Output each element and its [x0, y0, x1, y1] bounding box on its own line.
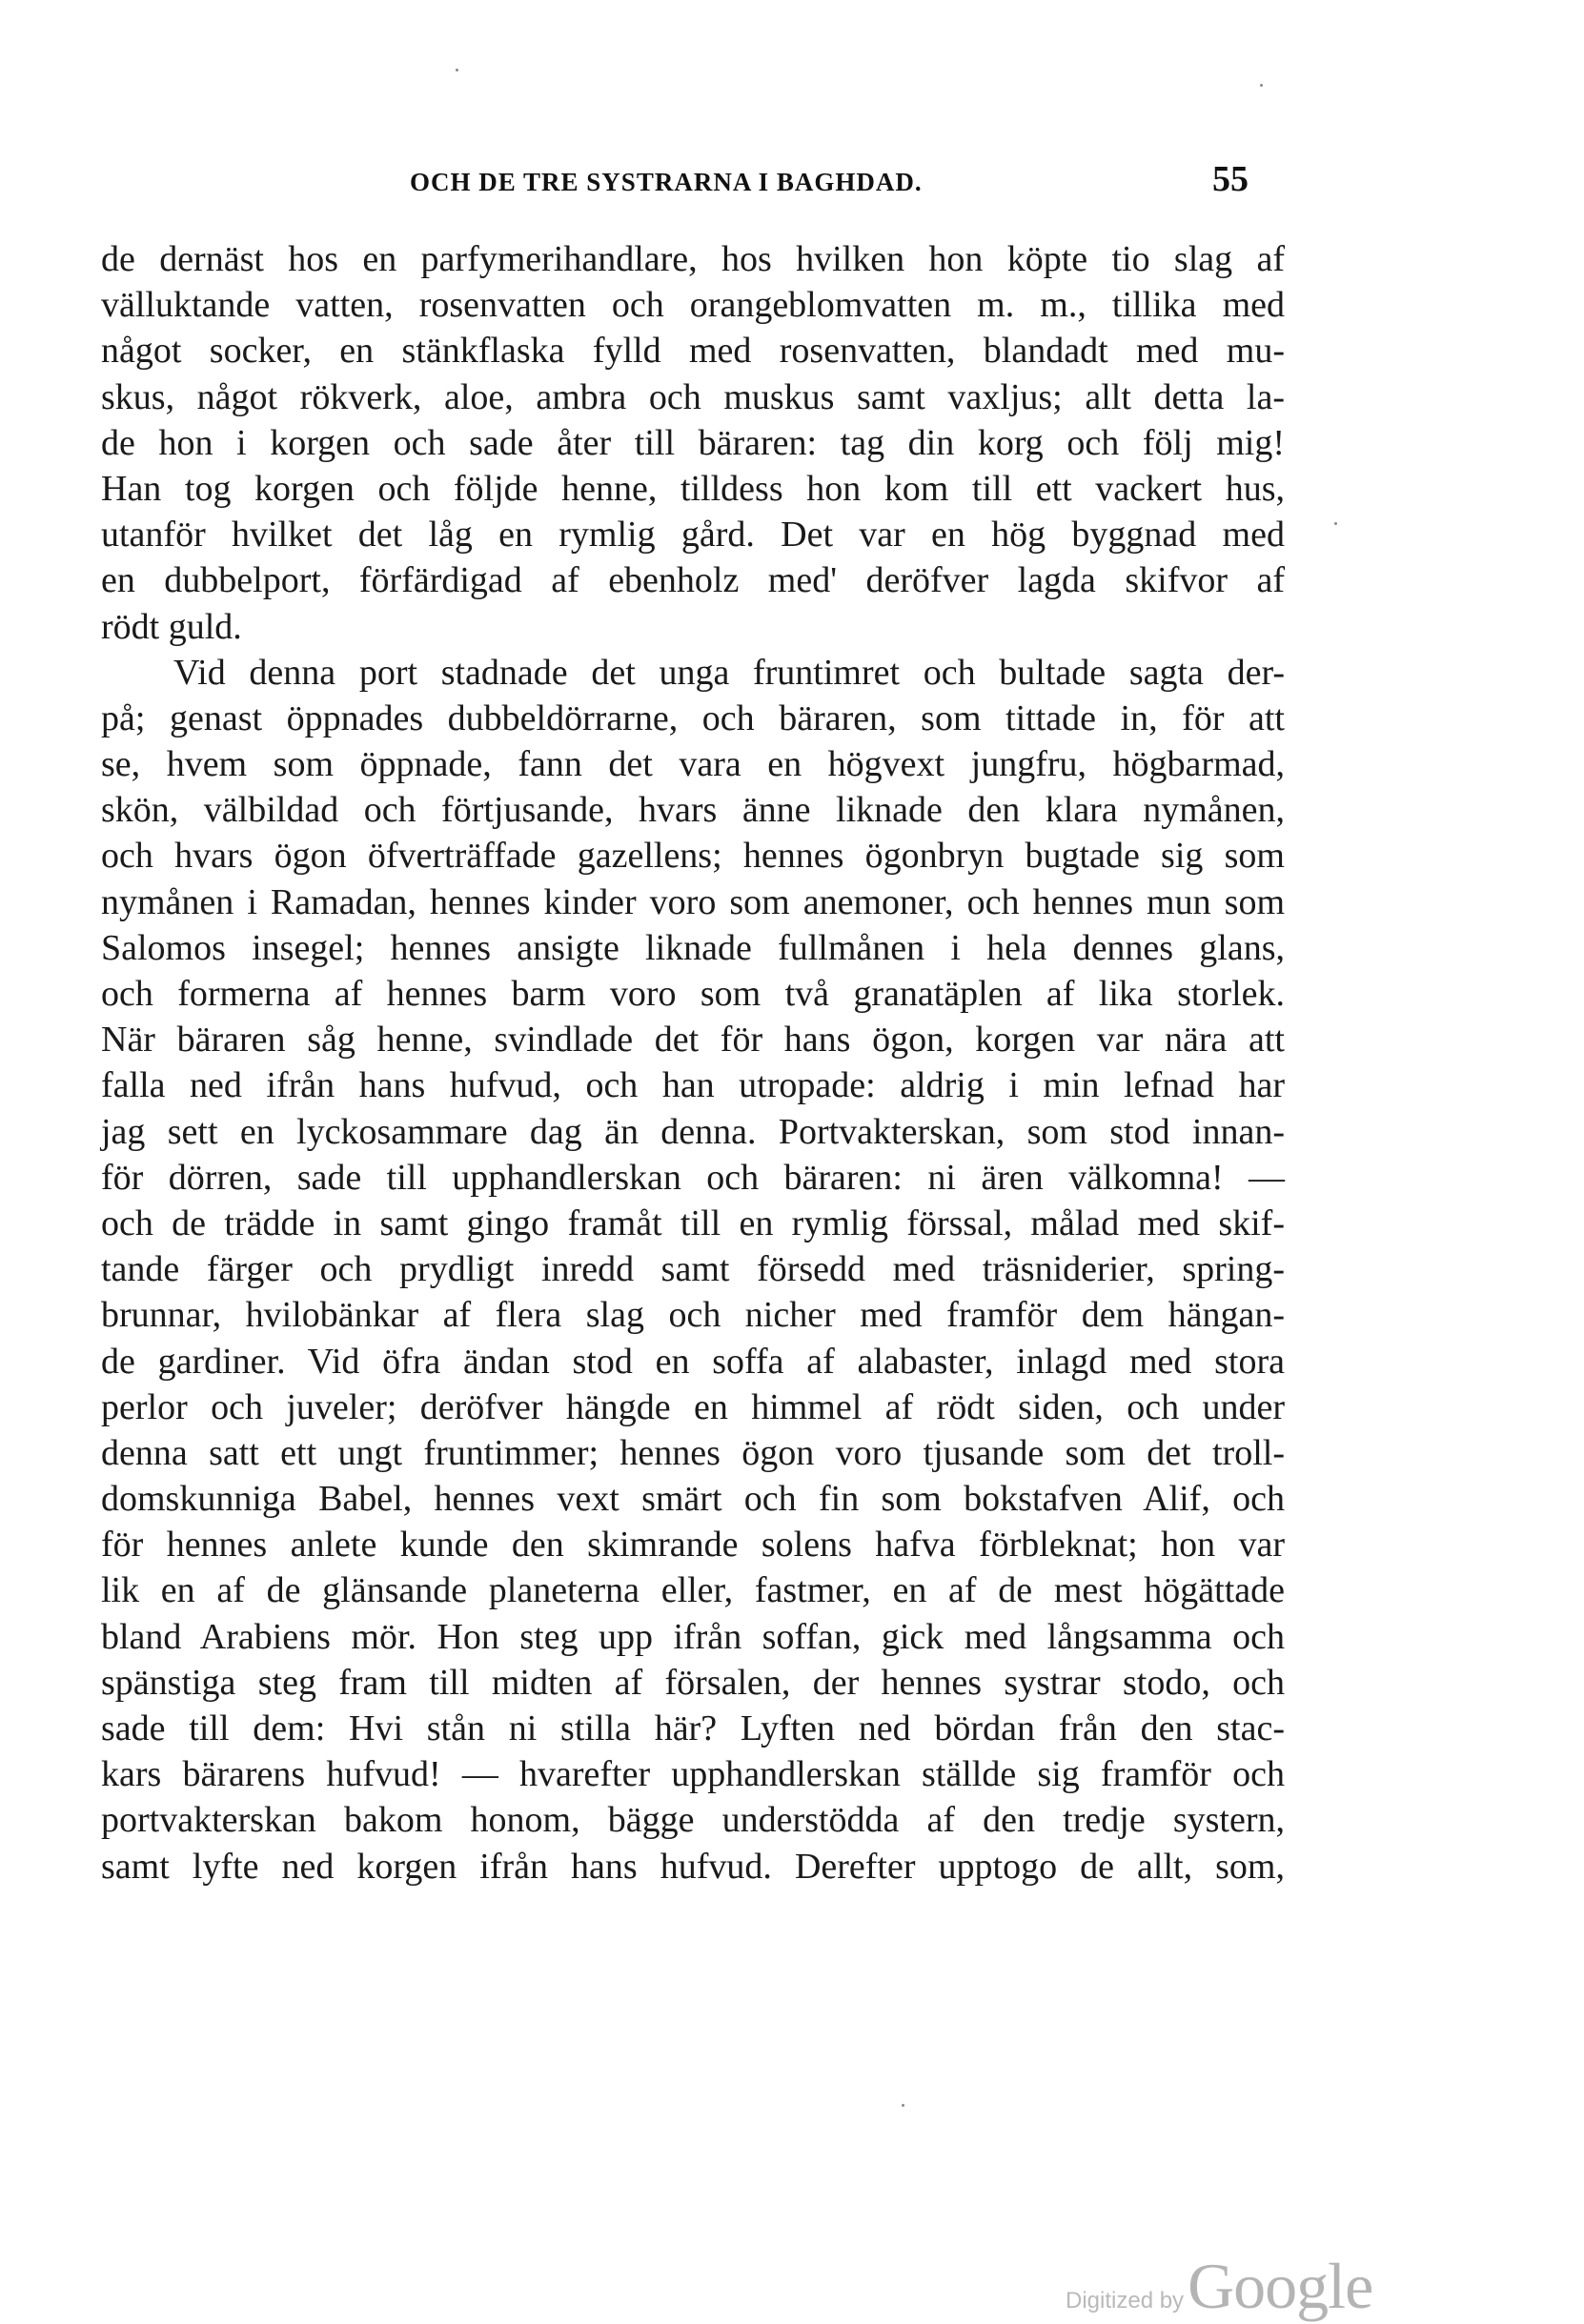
text-line: falla ned ifrån hans hufvud, och han utropade: aldrig i min lefnad har: [101, 1065, 1285, 1106]
text-line: på; genast öppnades dubbeldörrarne, och bäraren, som tittade in, för att: [101, 697, 1285, 738]
text-line: denna satt ett ungt fruntimmer; hennes ögon voro tjusande som det troll-: [101, 1432, 1285, 1473]
scan-speck: [456, 69, 458, 71]
text-line: portvakterskan bakom honom, bägge understödda af den tredje systern,: [101, 1800, 1285, 1841]
text-line: något socker, en stänkflaska fylld med rosenvatten, blandadt med mu-: [101, 331, 1285, 372]
text-line: lik en af de glänsande planeterna eller, fastmer, en af de mest högättade: [101, 1570, 1285, 1611]
text-line: och hvars ögon öfverträffade gazellens; hennes ögonbryn bugtade sig som: [101, 836, 1285, 877]
text-line: de dernäst hos en parfymerihandlare, hos hvilken hon köpte tio slag af: [101, 239, 1285, 279]
text-line: samt lyfte ned korgen ifrån hans hufvud. Derefter upptogo de allt, som,: [101, 1846, 1285, 1887]
text-line: de gardiner. Vid öfra ändan stod en soffa af alabaster, inlagd med stora: [101, 1341, 1285, 1382]
text-line: utanför hvilket det låg en rymlig gård. Det var en hög byggnad med: [101, 515, 1285, 556]
text-line: Han tog korgen och följde henne, tilldess hon kom till ett vackert hus,: [101, 468, 1285, 509]
text-line: för dörren, sade till upphandlerskan och bäraren: ni ären välkomna! —: [101, 1157, 1285, 1198]
page-number: 55: [1212, 159, 1249, 199]
google-logo: Google: [1188, 2250, 1373, 2322]
text-line: bland Arabiens mör. Hon steg upp ifrån soffan, gick med långsamma och: [101, 1616, 1285, 1657]
text-line: och de trädde in samt gingo framåt till en rymlig förssal, målad med skif-: [101, 1202, 1285, 1243]
text-line: rödt guld.: [101, 606, 242, 647]
text-line: skus, något rökverk, aloe, ambra och muskus samt vaxljus; allt detta la-: [101, 376, 1285, 417]
text-line: se, hvem som öppnade, fann det vara en högvext jungfru, högbarmad,: [101, 744, 1285, 785]
text-line: domskunniga Babel, hennes vext smärt och fin som bokstafven Alif, och: [101, 1479, 1285, 1520]
body-text: [101, 236, 1285, 1890]
running-head: OCH DE TRE SYSTRARNA I BAGHDAD.: [410, 168, 923, 196]
text-line: perlor och juveler; deröfver hängde en himmel af rödt siden, och under: [101, 1386, 1285, 1427]
text-line: Vid denna port stadnade det unga fruntimret och bultade sagta der-: [173, 652, 1285, 693]
text-line: skön, välbildad och förtjusande, hvars änne liknade den klara nymånen,: [101, 790, 1285, 831]
text-line: Salomos insegel; hennes ansigte liknade fullmånen i hela dennes glans,: [101, 927, 1285, 968]
text-line: välluktande vatten, rosenvatten och orangeblomvatten m. m., tillika med: [101, 285, 1285, 326]
text-line: de hon i korgen och sade åter till bäraren: tag din korg och följ mig!: [101, 422, 1285, 463]
text-line: När bäraren såg henne, svindlade det för hans ögon, korgen var nära att: [101, 1020, 1285, 1061]
digitized-label: Digitized by: [1066, 2288, 1185, 2314]
scan-speck: [1260, 84, 1263, 87]
text-line: brunnar, hvilobänkar af flera slag och nicher med framför dem hängan-: [101, 1295, 1285, 1336]
text-line: för hennes anlete kunde den skimrande solens hafva förbleknat; hon var: [101, 1525, 1285, 1566]
text-line: spänstiga steg fram till midten af försalen, der hennes systrar stodo, och: [101, 1662, 1285, 1703]
scan-speck: [1334, 522, 1337, 525]
text-line: och formerna af hennes barm voro som två granatäplen af lika storlek.: [101, 974, 1285, 1014]
text-line: tande färger och prydligt inredd samt försedd med träsniderier, spring-: [101, 1249, 1285, 1290]
text-line: kars bärarens hufvud! — hvarefter upphandlerskan ställde sig framför och: [101, 1754, 1285, 1795]
text-line: nymånen i Ramadan, hennes kinder voro som anemoner, och hennes mun som: [101, 881, 1285, 922]
scan-speck: [902, 2104, 904, 2107]
text-line: jag sett en lyckosammare dag än denna. Portvakterskan, som stod innan-: [101, 1111, 1285, 1152]
text-line: en dubbelport, förfärdigad af ebenholz med' deröfver lagda skifvor af: [101, 560, 1285, 601]
digitized-watermark: [1066, 2249, 1372, 2324]
text-line: sade till dem: Hvi stån ni stilla här? Lyften ned bördan från den stac-: [101, 1708, 1285, 1748]
